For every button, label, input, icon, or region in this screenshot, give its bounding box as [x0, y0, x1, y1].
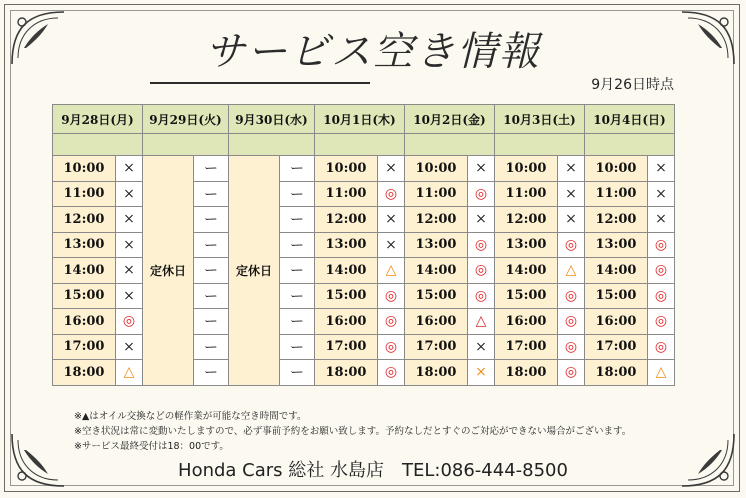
status-cell: × — [468, 207, 495, 233]
status-cell: × — [558, 207, 585, 233]
time-cell: 10:00 — [405, 156, 468, 182]
status-cell: ◎ — [378, 334, 405, 360]
time-cell: 12:00 — [495, 207, 558, 233]
time-cell: 18:00 — [405, 360, 468, 386]
time-cell: 15:00 — [585, 283, 648, 309]
status-cell: ◎ — [648, 334, 675, 360]
day-header: 9月30日(水) — [229, 105, 315, 134]
status-cell: ◎ — [468, 181, 495, 207]
time-cell: 16:00 — [53, 309, 116, 335]
time-cell: 11:00 — [495, 181, 558, 207]
time-cell: 12:00 — [315, 207, 378, 233]
status-cell: ◎ — [378, 309, 405, 335]
time-cell: 15:00 — [315, 283, 378, 309]
status-cell: ◎ — [558, 232, 585, 258]
status-cell: ◎ — [378, 181, 405, 207]
status-cell: × — [468, 156, 495, 182]
status-cell: × — [558, 181, 585, 207]
status-cell: × — [648, 181, 675, 207]
status-cell: ー — [194, 283, 229, 309]
status-cell: ー — [280, 232, 315, 258]
status-cell: ◎ — [648, 232, 675, 258]
time-cell: 12:00 — [405, 207, 468, 233]
status-cell: ー — [194, 360, 229, 386]
status-cell: ー — [280, 360, 315, 386]
time-cell: 16:00 — [315, 309, 378, 335]
status-cell: × — [378, 232, 405, 258]
store-contact: Honda Cars 総社 水島店 TEL:086-444-8500 — [178, 460, 568, 481]
status-cell: ー — [194, 232, 229, 258]
page-title: サービス空き情報 — [205, 29, 541, 75]
time-cell: 12:00 — [53, 207, 116, 233]
time-cell: 15:00 — [53, 283, 116, 309]
time-cell: 18:00 — [495, 360, 558, 386]
time-cell: 10:00 — [495, 156, 558, 182]
header-row — [53, 105, 675, 134]
time-cell: 10:00 — [585, 156, 648, 182]
time-cell: 16:00 — [495, 309, 558, 335]
status-cell: ー — [280, 207, 315, 233]
day-header: 9月29日(火) — [143, 105, 229, 134]
time-cell: 11:00 — [53, 181, 116, 207]
day-header: 10月4日(日) — [585, 105, 675, 134]
time-cell: 17:00 — [585, 334, 648, 360]
status-cell: × — [116, 232, 143, 258]
day-header: 10月3日(土) — [495, 105, 585, 134]
status-cell: ー — [194, 258, 229, 284]
status-cell: × — [116, 207, 143, 233]
status-cell: × — [116, 258, 143, 284]
status-cell: ◎ — [648, 309, 675, 335]
time-cell: 14:00 — [315, 258, 378, 284]
time-cell: 14:00 — [585, 258, 648, 284]
time-cell: 10:00 — [315, 156, 378, 182]
time-cell: 17:00 — [53, 334, 116, 360]
time-cell: 17:00 — [315, 334, 378, 360]
status-cell: × — [468, 360, 495, 386]
status-cell: ◎ — [468, 232, 495, 258]
status-cell: ー — [280, 283, 315, 309]
status-cell: ◎ — [558, 334, 585, 360]
status-cell: ー — [194, 334, 229, 360]
table-row — [53, 156, 675, 182]
time-cell: 13:00 — [405, 232, 468, 258]
status-cell: ー — [194, 156, 229, 182]
spacer-row — [53, 134, 675, 156]
time-cell: 15:00 — [405, 283, 468, 309]
time-cell: 18:00 — [585, 360, 648, 386]
status-cell: ー — [194, 181, 229, 207]
day-header: 9月28日(月) — [53, 105, 143, 134]
time-cell: 11:00 — [585, 181, 648, 207]
time-cell: 13:00 — [585, 232, 648, 258]
schedule-table — [52, 104, 675, 386]
status-cell: ◎ — [468, 283, 495, 309]
title-underline — [150, 82, 370, 84]
time-cell: 11:00 — [315, 181, 378, 207]
status-cell: × — [116, 156, 143, 182]
status-cell: ◎ — [648, 283, 675, 309]
status-cell: × — [558, 156, 585, 182]
day-header: 10月1日(木) — [315, 105, 405, 134]
time-cell: 17:00 — [405, 334, 468, 360]
note-line: ※▲はオイル交換などの軽作業が可能な空き時間です。 — [74, 411, 307, 422]
status-cell: ◎ — [558, 283, 585, 309]
status-cell: × — [648, 207, 675, 233]
time-cell: 14:00 — [495, 258, 558, 284]
status-cell: × — [468, 334, 495, 360]
time-cell: 13:00 — [495, 232, 558, 258]
status-cell: △ — [378, 258, 405, 284]
time-cell: 14:00 — [53, 258, 116, 284]
day-header: 10月2日(金) — [405, 105, 495, 134]
status-cell: × — [116, 181, 143, 207]
status-cell: ー — [280, 309, 315, 335]
time-cell: 18:00 — [315, 360, 378, 386]
time-cell: 13:00 — [53, 232, 116, 258]
status-cell: △ — [648, 360, 675, 386]
time-cell: 10:00 — [53, 156, 116, 182]
status-cell: × — [378, 207, 405, 233]
as-of-date: 9月26日時点 — [591, 77, 674, 93]
status-cell: ◎ — [558, 309, 585, 335]
status-cell: ー — [280, 258, 315, 284]
status-cell: ー — [194, 309, 229, 335]
closed-day-label: 定休日 — [143, 156, 194, 386]
time-cell: 15:00 — [495, 283, 558, 309]
time-cell: 17:00 — [495, 334, 558, 360]
schedule-body — [53, 134, 675, 386]
time-cell: 12:00 — [585, 207, 648, 233]
status-cell: ◎ — [648, 258, 675, 284]
note-line: ※サービス最終受付は18：00です。 — [74, 441, 229, 452]
status-cell: × — [116, 334, 143, 360]
status-cell: △ — [558, 258, 585, 284]
closed-day-label: 定休日 — [229, 156, 280, 386]
time-cell: 13:00 — [315, 232, 378, 258]
status-cell: ◎ — [558, 360, 585, 386]
status-cell: ◎ — [468, 258, 495, 284]
note-line: ※空き状況は常に変動いたしますので、必ず事前予約をお願い致します。予約なしだとすぐのご対応ができない場合がございます。 — [74, 426, 632, 437]
status-cell: × — [116, 283, 143, 309]
time-cell: 16:00 — [405, 309, 468, 335]
status-cell: ◎ — [378, 283, 405, 309]
status-cell: ◎ — [378, 360, 405, 386]
status-cell: ー — [280, 334, 315, 360]
status-cell: × — [378, 156, 405, 182]
status-cell: × — [648, 156, 675, 182]
status-cell: △ — [116, 360, 143, 386]
time-cell: 14:00 — [405, 258, 468, 284]
status-cell: ◎ — [116, 309, 143, 335]
notes — [74, 409, 631, 454]
time-cell: 16:00 — [585, 309, 648, 335]
status-cell: ー — [194, 207, 229, 233]
status-cell: ー — [280, 181, 315, 207]
status-cell: ー — [280, 156, 315, 182]
time-cell: 11:00 — [405, 181, 468, 207]
time-cell: 18:00 — [53, 360, 116, 386]
status-cell: △ — [468, 309, 495, 335]
